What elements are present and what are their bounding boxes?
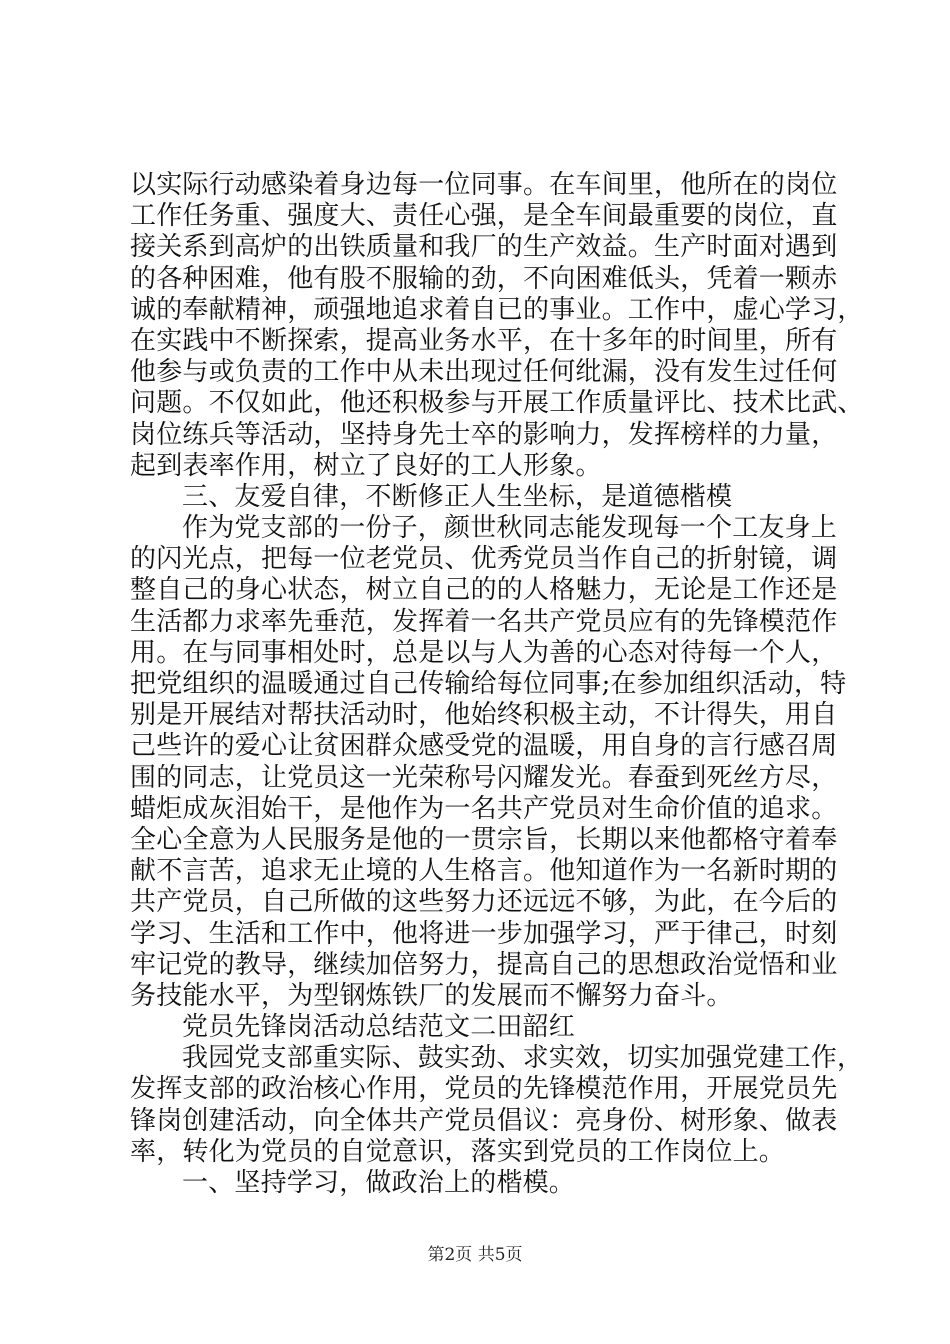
section-heading: 一、坚持学习，做政治上的楷模。: [182, 1168, 576, 1198]
text-line: 诚的奉献精神，顽强地追求着自已的事业。工作中，虚心学习，: [130, 294, 864, 325]
paragraph-start-line: 作为党支部的一份子，颜世秋同志能发现每一个工友身上: [182, 513, 838, 544]
text-line: 蜡炬成灰泪始干，是他作为一名共产党员对生命价值的追求。: [130, 793, 838, 824]
text-line: 工作任务重、强度大、责任心强，是全车间最重要的岗位，直: [130, 201, 838, 232]
text-line: 务技能水平，为型钢炼铁厂的发展而不懈努力奋斗。: [130, 980, 733, 1011]
text-line: 把党组织的温暖通过自己传输给每位同事;在参加组织活动，特: [130, 669, 847, 699]
text-line: 生活都力求率先垂范，发挥着一名共产党员应有的先锋模范作: [130, 606, 838, 637]
text-line: 锋岗创建活动，向全体共产党员倡议：亮身份、树形象、做表: [130, 1105, 838, 1136]
text-line: 以实际行动感染着身边每一位同事。在车间里，他所在的岗位: [130, 170, 838, 200]
text-line: 的各种困难，他有股不服输的劲，不向困难低头，凭着一颗赤: [130, 263, 838, 294]
text-line: 起到表率作用，树立了良好的工人形象。: [130, 450, 602, 481]
text-line: 在实践中不断探索，提高业务水平，在十多年的时间里，所有: [130, 325, 838, 356]
paragraph-start-line: 我园党支部重实际、鼓实劲、求实效，切实加强党建工作，: [182, 1043, 864, 1074]
text-line: 他参与或负责的工作中从未出现过任何纰漏，没有发生过任何: [130, 357, 838, 388]
text-line: 岗位练兵等活动，坚持身先士卒的影响力，发挥榜样的力量，: [130, 419, 838, 450]
text-line: 的闪光点，把每一位老党员、优秀党员当作自己的折射镜，调: [130, 544, 838, 575]
text-line: 共产党员，自己所做的这些努力还远远不够，为此，在今后的: [130, 887, 838, 918]
page-number-label: 第2页 共5页: [427, 1245, 523, 1265]
text-line: 用。在与同事相处时，总是以与人为善的心态对待每一个人，: [130, 637, 838, 668]
text-line: 全心全意为人民服务是他的一贯宗旨，长期以来他都格守着奉: [130, 824, 838, 855]
document-body: [130, 170, 864, 1199]
text-line: 牢记党的教导，继续加倍努力，提高自己的思想政治觉悟和业: [130, 949, 838, 980]
text-line: 发挥支部的政治核心作用，党员的先锋模范作用，开展党员先: [130, 1074, 838, 1105]
section-heading: 三、友爱自律，不断修正人生坐标，是道德楷模: [182, 481, 733, 512]
text-line: 问题。不仅如此，他还积极参与开展工作质量评比、技术比武、: [130, 388, 864, 419]
text-line: 学习、生活和工作中，他将进一步加强学习，严于律己，时刻: [130, 918, 838, 949]
section-title: 党员先锋岗活动总结范文二田韶红: [182, 1012, 576, 1043]
text-line: 别是开展结对帮扶活动时，他始终积极主动，不计得失，用自: [130, 700, 838, 731]
page-footer: [0, 1244, 950, 1266]
text-line: 接关系到高炉的出铁质量和我厂的生产效益。生产时面对遇到: [130, 232, 838, 263]
text-line: 围的同志，让党员这一光荣称号闪耀发光。春蚕到死丝方尽，: [130, 762, 838, 793]
text-line: 率，转化为党员的自觉意识，落实到党员的工作岗位上。: [130, 1136, 786, 1167]
text-line: 献不言苦，追求无止境的人生格言。他知道作为一名新时期的: [130, 856, 838, 887]
text-line: 整自己的身心状态，树立自己的的人格魅力，无论是工作还是: [130, 575, 838, 606]
text-line: 己些许的爱心让贫困群众感受党的温暖，用自身的言行感召周: [130, 731, 838, 762]
